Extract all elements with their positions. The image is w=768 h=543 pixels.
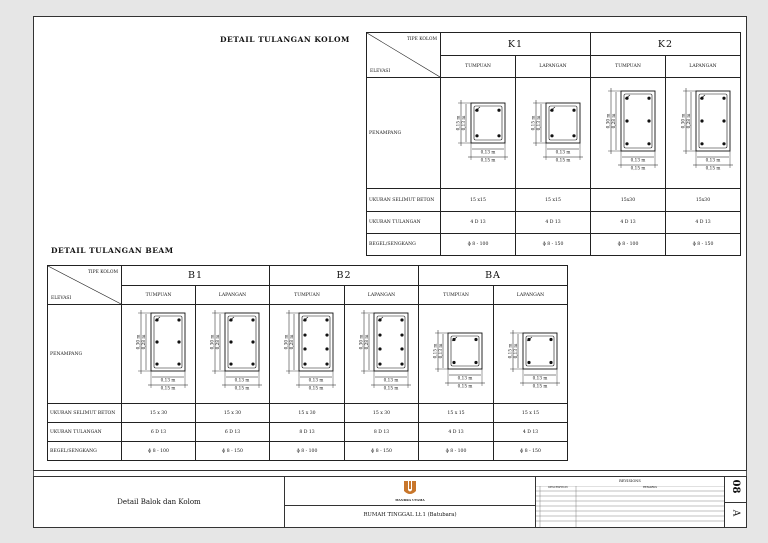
drawing-title: Detail Balok dan Kolom (117, 498, 201, 506)
rebar (303, 362, 306, 365)
dim-label-width-inner: 0,13 m (383, 377, 398, 383)
rebar (303, 333, 306, 336)
rebar (400, 362, 403, 365)
beam-tulangan-cell: 4 D 13 (494, 423, 568, 442)
title-block-project (284, 476, 536, 528)
rebar (378, 333, 381, 336)
kolom-header-elevasi: ELEVASI (370, 69, 391, 74)
kolom-section-cell (666, 78, 741, 189)
beam-col-label: LAPANGAN (345, 286, 419, 305)
rebar (700, 119, 703, 122)
beam-sengkang-cell: ɸ 8 - 150 (196, 442, 270, 461)
cross-section-drawing (668, 83, 738, 183)
beam-sengkang-cell: ɸ 8 - 150 (494, 442, 568, 461)
beam-tulangan-cell: 4 D 13 (419, 423, 494, 442)
dim-label-width: 0,15 m (234, 385, 249, 391)
rebar (378, 347, 381, 350)
kolom-selimut-cell: 15x30 (591, 189, 666, 212)
beam-section-cell (345, 305, 419, 404)
rebar (400, 333, 403, 336)
dim-label-width: 0,15 m (705, 165, 721, 171)
kolom-sengkang-cell: ɸ 8 - 150 (516, 234, 591, 256)
dim-label-width-inner: 0,13 m (555, 149, 571, 155)
brand-logo-icon (402, 480, 418, 496)
beam-header-tipe: TIPE KOLOM (88, 270, 118, 275)
kolom-type-k2: K2 (591, 33, 741, 56)
revisions-label: REVISIONS (619, 479, 641, 483)
beam-sengkang-cell: ɸ 8 - 100 (270, 442, 345, 461)
kolom-header-diagonal (367, 33, 441, 78)
beam-selimut-cell: 15 x 30 (345, 404, 419, 423)
dim-label-width-inner: 0,13 m (630, 157, 646, 163)
cross-section-drawing (124, 308, 194, 400)
rebar (647, 119, 650, 122)
beam-selimut-cell: 15 x 30 (270, 404, 345, 423)
rebar (700, 142, 703, 145)
kolom-type-k1: K1 (441, 33, 591, 56)
rebar (549, 338, 552, 341)
beam-selimut-cell: 15 x 30 (122, 404, 196, 423)
dim-label-height-inner: 0,13 m (460, 115, 466, 131)
dim-label-width-inner: 0,13 m (160, 377, 175, 383)
beam-section-cell (122, 305, 196, 404)
kolom-section-cell (516, 78, 591, 189)
rebar (550, 134, 553, 137)
kolom-row-label: PENAMPANG (367, 78, 441, 189)
dim-label-width-inner: 0,13 m (480, 149, 496, 155)
beam-col-label: TUMPUAN (419, 286, 494, 305)
kolom-selimut-cell: 15x30 (666, 189, 741, 212)
kolom-sengkang-cell: ɸ 8 - 100 (591, 234, 666, 256)
beam-row-label: UKURAN SELIMUT BETON (48, 404, 122, 423)
brand-name: MANDRA UTAMA (395, 498, 425, 502)
rebar (303, 318, 306, 321)
beam-col-label: LAPANGAN (494, 286, 568, 305)
rebar (647, 142, 650, 145)
rebar (497, 109, 500, 112)
dim-label-width: 0,15 m (532, 383, 547, 389)
dim-label-height-inner: 0,28 m (288, 334, 294, 350)
rebar (475, 134, 478, 137)
dim-label-width-inner: 0,13 m (457, 375, 473, 381)
dim-label-height-inner: 0,13 m (437, 343, 443, 359)
kolom-col-label: TUMPUAN (591, 56, 666, 78)
beam-row-label: PENAMPANG (48, 305, 122, 404)
beam-type-b2: B2 (270, 266, 419, 286)
title-block-drawing (33, 476, 285, 528)
stirrup (377, 316, 405, 368)
beam-tulangan-cell: 8 D 13 (270, 423, 345, 442)
kolom-tulangan-cell: 4 D 13 (591, 212, 666, 234)
rebar (625, 142, 628, 145)
dim-label-width-inner: 0,13 m (532, 375, 547, 381)
sheet-letter: A (730, 509, 741, 517)
beam-title: DETAIL TULANGAN BEAM (51, 246, 174, 255)
dim-label-height-inner: 0,28 m (685, 113, 691, 129)
kolom-selimut-cell: 15 x15 (516, 189, 591, 212)
cross-section-drawing (496, 308, 566, 400)
rebar (452, 361, 455, 364)
dim-label-height: 0,15 m (432, 343, 438, 359)
dim-label-width: 0,15 m (555, 157, 571, 163)
dim-label-height: 0,30 m (135, 334, 140, 350)
rebar (400, 318, 403, 321)
rebar (229, 318, 232, 321)
beam-col-label: TUMPUAN (122, 286, 196, 305)
dim-label-width: 0,15 m (308, 385, 324, 391)
dim-label-height: 0,30 m (283, 334, 289, 350)
rebar (722, 97, 725, 100)
dim-label-width: 0,15 m (457, 383, 473, 389)
rebar (625, 119, 628, 122)
section-outline (299, 313, 333, 371)
dim-label-height-inner: 0,13 m (512, 343, 518, 359)
rebar (475, 109, 478, 112)
cross-section-drawing (347, 308, 417, 400)
dim-label-width-inner: 0,13 m (234, 377, 249, 383)
beam-selimut-cell: 15 x 30 (196, 404, 270, 423)
kolom-col-label: LAPANGAN (666, 56, 741, 78)
beam-sengkang-cell: ɸ 8 - 100 (419, 442, 494, 461)
rebar (177, 318, 180, 321)
dim-label-height: 0,30 m (605, 113, 611, 129)
dim-label-width-inner: 0,13 m (705, 157, 721, 163)
rebar (400, 347, 403, 350)
beam-type-b1: B1 (122, 266, 270, 286)
beam-table (47, 265, 568, 461)
rebar (572, 109, 575, 112)
beam-col-label: LAPANGAN (196, 286, 270, 305)
rebar (325, 333, 328, 336)
kolom-header-tipe: TIPE KOLOM (407, 37, 437, 42)
rebar (251, 362, 254, 365)
dim-label-height-inner: 0,28 m (140, 334, 146, 350)
rebar (177, 340, 180, 343)
cross-section-drawing (593, 83, 663, 183)
rebar (722, 119, 725, 122)
stirrup (302, 316, 330, 368)
section-outline (374, 313, 408, 371)
beam-header-diagonal (48, 266, 122, 305)
revision-col-remarks: REMARKS (642, 486, 658, 489)
kolom-selimut-cell: 15 x15 (441, 189, 516, 212)
rebar (452, 338, 455, 341)
rebar (229, 362, 232, 365)
dim-label-width: 0,15 m (160, 385, 175, 391)
beam-tulangan-cell: 6 D 13 (196, 423, 270, 442)
rebar (474, 338, 477, 341)
kolom-col-label: LAPANGAN (516, 56, 591, 78)
rebar (527, 338, 530, 341)
revisions-grid (536, 486, 724, 527)
beam-col-label: TUMPUAN (270, 286, 345, 305)
rebar (474, 361, 477, 364)
kolom-title: DETAIL TULANGAN KOLOM (220, 35, 350, 44)
kolom-col-label: TUMPUAN (441, 56, 516, 78)
beam-tulangan-cell: 8 D 13 (345, 423, 419, 442)
beam-type-ba: BA (419, 266, 568, 286)
rebar (325, 347, 328, 350)
rebar (325, 362, 328, 365)
rebar (647, 97, 650, 100)
rebar (497, 134, 500, 137)
cross-section-drawing (421, 308, 491, 400)
rebar (549, 361, 552, 364)
beam-header-elevasi: ELEVASI (51, 296, 72, 301)
sheet-number-block (724, 476, 747, 528)
rebar (155, 340, 158, 343)
rebar (251, 340, 254, 343)
beam-sengkang-cell: ɸ 8 - 100 (122, 442, 196, 461)
rebar (251, 318, 254, 321)
dim-label-height: 0,30 m (209, 334, 214, 350)
revisions-block (535, 476, 725, 528)
kolom-section-cell (591, 78, 666, 189)
beam-selimut-cell: 15 x 15 (494, 404, 568, 423)
beam-sengkang-cell: ɸ 8 - 150 (345, 442, 419, 461)
rebar (378, 362, 381, 365)
beam-section-cell (419, 305, 494, 404)
kolom-sengkang-cell: ɸ 8 - 150 (666, 234, 741, 256)
beam-row-label: BEGEL/SENGKANG (48, 442, 122, 461)
kolom-tulangan-cell: 4 D 13 (441, 212, 516, 234)
beam-selimut-cell: 15 x 15 (419, 404, 494, 423)
kolom-tulangan-cell: 4 D 13 (666, 212, 741, 234)
dim-label-height: 0,30 m (680, 113, 686, 129)
cross-section-drawing (443, 83, 513, 183)
project-name: RUMAH TINGGAL Lt.1 (Batubara) (363, 512, 457, 518)
cross-section-drawing (272, 308, 342, 400)
rebar (572, 134, 575, 137)
rebar (325, 318, 328, 321)
dim-label-width: 0,15 m (383, 385, 398, 391)
rebar (527, 361, 530, 364)
rebar (303, 347, 306, 350)
kolom-table (366, 32, 741, 256)
kolom-row-label: UKURAN TULANGAN (367, 212, 441, 234)
beam-section-cell (270, 305, 345, 404)
cross-section-drawing (198, 308, 268, 400)
rebar (229, 340, 232, 343)
revision-col-description: DESCRIPTION (548, 486, 568, 489)
dim-label-width-inner: 0,13 m (308, 377, 324, 383)
rebar (700, 97, 703, 100)
rebar (722, 142, 725, 145)
beam-tulangan-cell: 6 D 13 (122, 423, 196, 442)
dim-label-width: 0,15 m (480, 157, 496, 163)
rebar (550, 109, 553, 112)
beam-row-label: UKURAN TULANGAN (48, 423, 122, 442)
dim-label-height-inner: 0,28 m (214, 334, 220, 350)
dim-label-height: 0,15 m (455, 115, 461, 131)
dim-label-height-inner: 0,28 m (610, 113, 616, 129)
dim-label-height: 0,15 m (530, 115, 536, 131)
dim-label-width: 0,15 m (630, 165, 646, 171)
rebar (155, 362, 158, 365)
rebar (625, 97, 628, 100)
cross-section-drawing (518, 83, 588, 183)
dim-label-height: 0,30 m (358, 334, 363, 350)
beam-section-cell (196, 305, 270, 404)
beam-section-cell (494, 305, 568, 404)
rebar (155, 318, 158, 321)
kolom-sengkang-cell: ɸ 8 - 100 (441, 234, 516, 256)
rebar (378, 318, 381, 321)
dim-label-height: 0,15 m (507, 343, 512, 359)
kolom-row-label: BEGEL/SENGKANG (367, 234, 441, 256)
dim-label-height-inner: 0,28 m (363, 334, 369, 350)
dim-label-height-inner: 0,13 m (535, 115, 541, 131)
rebar (177, 362, 180, 365)
kolom-tulangan-cell: 4 D 13 (516, 212, 591, 234)
sheet-number: 08 (730, 479, 741, 494)
kolom-row-label: UKURAN SELIMUT BETON (367, 189, 441, 212)
kolom-section-cell (441, 78, 516, 189)
